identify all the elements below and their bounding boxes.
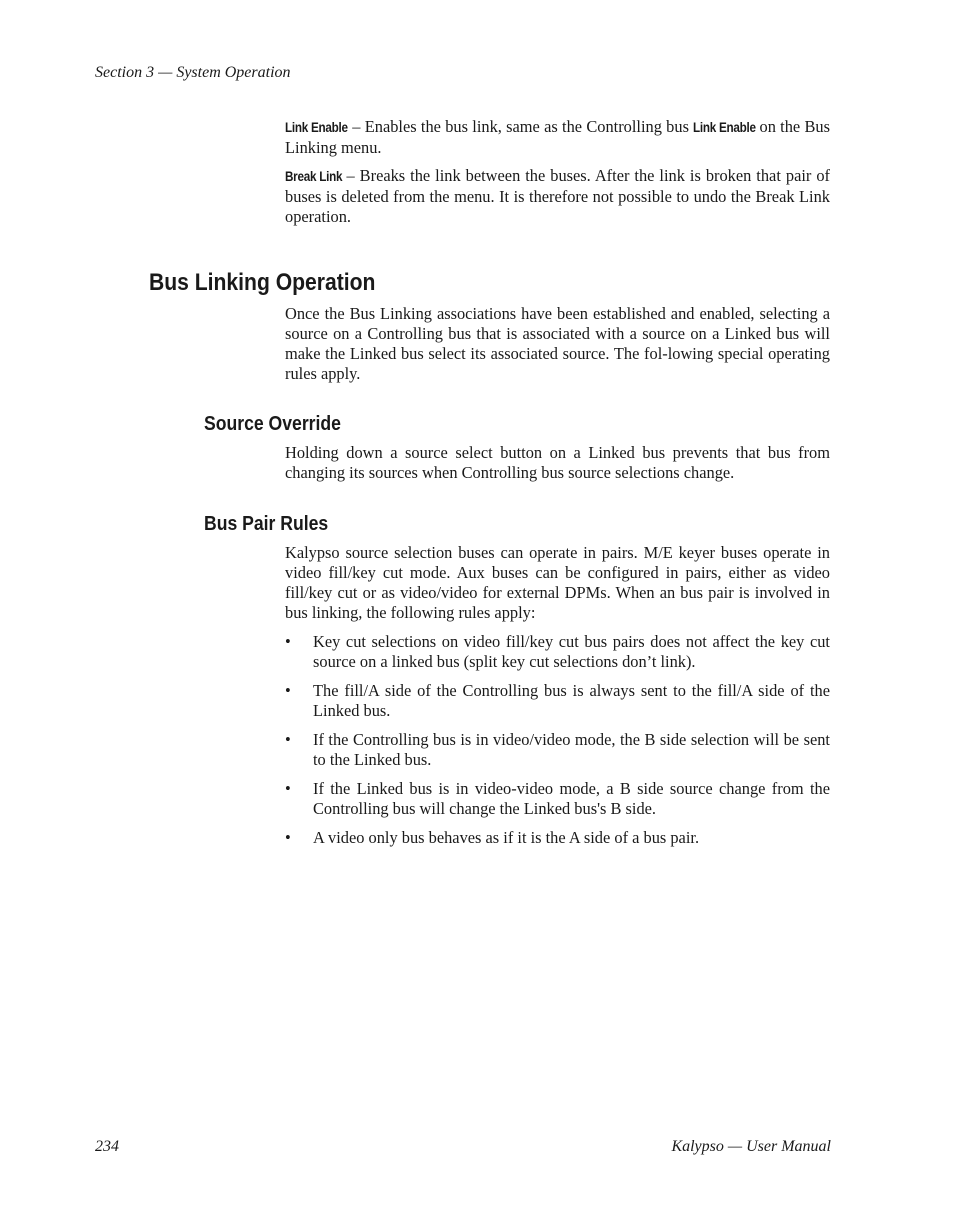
- paragraph-bus-linking-operation: Once the Bus Linking associations have been established and enabled, selecting a source on a Controlling bus that is associated with a source on a Linked bus will make the Linked bus select its associated source. The fol-lowing special operating rules apply.: [285, 304, 830, 383]
- paragraph-source-override: Holding down a source select button on a Linked bus prevents that bus from changing its sources when Controlling bus source selections change.: [285, 443, 830, 482]
- term-break-link: Break Link: [285, 169, 343, 184]
- bullet-mark: •: [285, 730, 291, 749]
- term-link-enable-inline: Link Enable: [693, 120, 757, 135]
- list-item: [285, 730, 830, 770]
- list-item-text: A video only bus behaves as if it is the A side of a bus pair.: [313, 828, 700, 847]
- bullet-mark: •: [285, 681, 291, 700]
- heading-bus-pair-rules: Bus Pair Rules: [204, 513, 329, 535]
- bullet-mark: •: [285, 779, 291, 798]
- bullet-mark: •: [285, 828, 291, 847]
- running-footer: Kalypso — User Manual: [671, 1138, 831, 1155]
- definition-link-enable: [285, 117, 830, 158]
- heading-source-override: Source Override: [204, 413, 341, 435]
- list-item: [285, 779, 830, 819]
- list-item-text: If the Controlling bus is in video/video mode, the B side selection will be sent to the Linked bus.: [313, 730, 830, 769]
- term-link-enable: Link Enable: [285, 120, 348, 135]
- list-item-text: If the Linked bus is in video-video mode, a B side source change from the Controlling bus will change the Linked bus's B side.: [313, 779, 830, 818]
- list-item-text: The fill/A side of the Controlling bus is always sent to the fill/A side of the Linked bus.: [313, 681, 830, 720]
- bus-pair-rules-list: [285, 632, 830, 857]
- definition-link-enable-text-before: – Enables the bus link, same as the Controlling bus: [348, 117, 694, 136]
- list-item-text: Key cut selections on video fill/key cut bus pairs does not affect the key cut source on a linked bus (split key cut selections don’t link).: [313, 632, 830, 671]
- definition-break-link: [285, 166, 830, 227]
- definition-link-enable-text-after: on the Bus Linking menu.: [285, 117, 830, 157]
- bullet-mark: •: [285, 632, 291, 651]
- page-number: 234: [95, 1138, 119, 1155]
- list-item: [285, 632, 830, 672]
- definition-break-link-text: – Breaks the link between the buses. After the link is broken that pair of buses is deleted from the menu. It is therefore not possible to undo the Break Link operation.: [285, 166, 830, 226]
- paragraph-bus-pair-rules: Kalypso source selection buses can operate in pairs. M/E keyer buses operate in video fill/key cut mode. Aux buses can be configured in pairs, either as video fill/key cut or as video/video for external DPMs. When an bus pair is involved in bus linking, the following rules apply:: [285, 543, 830, 622]
- running-header: Section 3 — System Operation: [95, 64, 291, 81]
- list-item: [285, 681, 830, 721]
- list-item: [285, 828, 830, 848]
- heading-bus-linking-operation: Bus Linking Operation: [149, 269, 376, 296]
